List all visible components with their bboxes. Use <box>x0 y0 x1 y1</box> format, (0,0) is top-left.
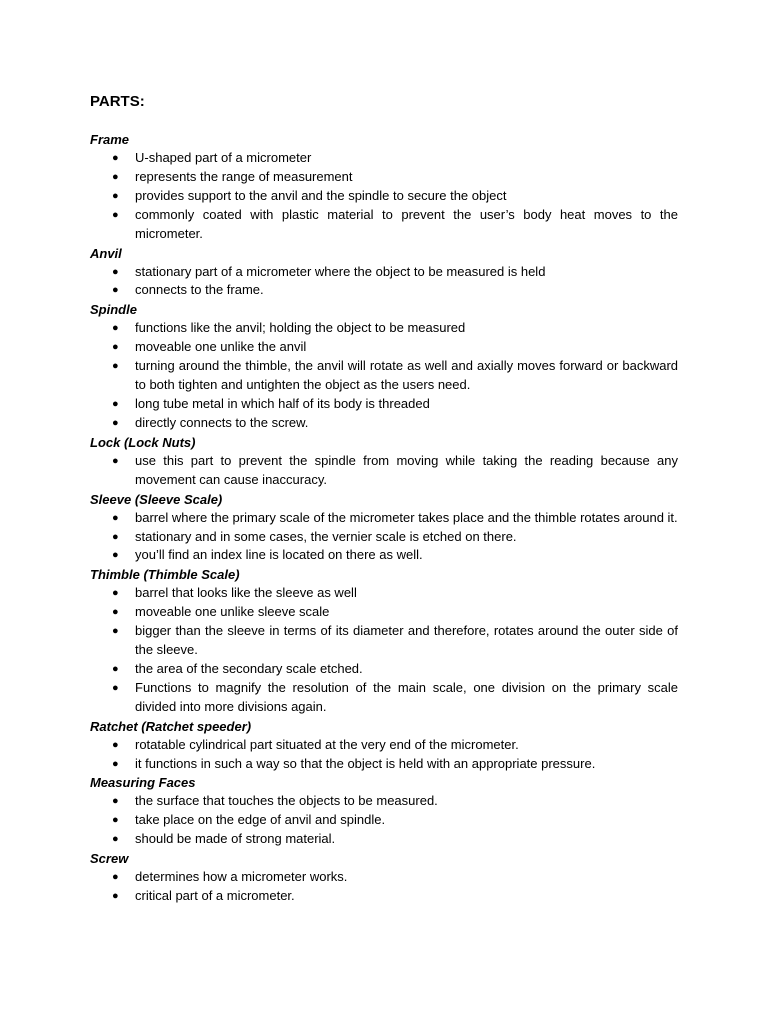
section-ratchet-ratchet-speeder <box>90 717 678 774</box>
list-item-text: moveable one unlike the anvil <box>135 339 307 355</box>
section-frame <box>90 130 678 244</box>
section-heading: Lock (Lock Nuts) <box>90 434 196 450</box>
list-item-text: represents the range of measurement <box>135 168 353 184</box>
list-item <box>90 395 678 414</box>
section-lock-lock-nuts <box>90 433 678 490</box>
section-heading: Anvil <box>90 245 122 261</box>
bullet-icon: ● <box>112 208 119 221</box>
bullet-icon: ● <box>112 170 119 183</box>
list-item-text: rotatable cylindrical part situated at the very end of the micrometer. <box>135 736 519 752</box>
list-item-text: determines how a micrometer works. <box>135 869 348 885</box>
bullet-icon: ● <box>112 341 119 354</box>
section-spindle <box>90 300 678 432</box>
list-item-text: stationary and in some cases, the vernier scale is etched on there. <box>135 528 517 544</box>
list-item <box>90 338 678 357</box>
list-item-text: critical part of a micrometer. <box>135 888 295 904</box>
list-item <box>90 622 678 660</box>
list-item <box>90 509 678 528</box>
bullet-icon: ● <box>112 833 119 846</box>
list-item <box>90 792 678 811</box>
list-item-text: it functions in such a way so that the object is held with an appropriate pressure. <box>135 755 596 771</box>
list-item <box>90 830 678 849</box>
section-heading: Thimble (Thimble Scale) <box>90 567 240 583</box>
section-heading: Screw <box>90 851 129 867</box>
bullet-list <box>90 584 678 716</box>
list-item-text: connects to the frame. <box>135 282 264 298</box>
bullet-icon: ● <box>112 738 119 751</box>
bullet-icon: ● <box>112 871 119 884</box>
bullet-list <box>90 452 678 490</box>
sections-container <box>90 130 678 906</box>
bullet-list <box>90 509 678 566</box>
bullet-icon: ● <box>112 416 119 429</box>
bullet-icon: ● <box>112 795 119 808</box>
section-heading: Frame <box>90 132 130 147</box>
bullet-list <box>90 263 678 301</box>
bullet-icon: ● <box>112 530 119 543</box>
section-heading: Measuring Faces <box>90 775 196 791</box>
bullet-list <box>90 149 678 244</box>
bullet-list <box>90 868 678 906</box>
section-thimble-thimble-scale <box>90 565 678 716</box>
list-item <box>90 149 678 168</box>
list-item <box>90 811 678 830</box>
section-measuring-faces <box>90 773 678 849</box>
bullet-icon: ● <box>112 606 119 619</box>
bullet-icon: ● <box>112 757 119 770</box>
list-item-text: functions like the anvil; holding the object to be measured <box>135 320 466 336</box>
bullet-icon: ● <box>112 265 119 278</box>
list-item-text: take place on the edge of anvil and spindle. <box>135 812 386 828</box>
bullet-icon: ● <box>112 152 119 164</box>
bullet-list <box>90 792 678 849</box>
list-item-text: barrel where the primary scale of the micrometer takes place and the thimble rotates around it. <box>135 509 678 525</box>
list-item-text: use this part to prevent the spindle from moving while taking the reading because any movement can cause inaccuracy. <box>135 452 678 487</box>
list-item-text: the surface that touches the objects to be measured. <box>135 793 438 809</box>
list-item <box>90 281 678 300</box>
list-item <box>90 452 678 490</box>
list-item <box>90 887 678 906</box>
list-item-text: the area of the secondary scale etched. <box>135 660 363 676</box>
section-heading: Spindle <box>90 302 137 318</box>
bullet-icon: ● <box>112 681 119 694</box>
list-item <box>90 187 678 206</box>
list-item <box>90 206 678 244</box>
list-item-text: commonly coated with plastic material to prevent the user’s body heat moves to the micrometer. <box>135 206 678 241</box>
list-item-text: long tube metal in which half of its body is threaded <box>135 395 430 411</box>
list-item <box>90 736 678 755</box>
list-item-text: Functions to magnify the resolution of the main scale, one division on the primary scale divided into more divisions again. <box>135 679 678 714</box>
section-sleeve-sleeve-scale <box>90 490 678 566</box>
bullet-icon: ● <box>112 625 119 638</box>
list-item <box>90 319 678 338</box>
bullet-icon: ● <box>112 662 119 675</box>
list-item <box>90 603 678 622</box>
list-item <box>90 660 678 679</box>
list-item-text: bigger than the sleeve in terms of its diameter and therefore, rotates around the outer side of the sleeve. <box>135 623 678 658</box>
list-item-text: you’ll find an index line is located on there as well. <box>135 547 423 563</box>
bullet-icon: ● <box>112 890 119 903</box>
list-item-text: should be made of strong material. <box>135 831 336 847</box>
list-item <box>90 528 678 547</box>
bullet-icon: ● <box>112 322 119 335</box>
list-item-text: provides support to the anvil and the spindle to secure the object <box>135 187 507 203</box>
list-item-text: U-shaped part of a micrometer <box>135 150 312 165</box>
list-item <box>90 546 678 565</box>
list-item-text: moveable one unlike sleeve scale <box>135 604 330 620</box>
list-item <box>90 357 678 395</box>
list-item-text: turning around the thimble, the anvil will rotate as well and axially moves forward or backward to both tighten and untighten the object as the users need. <box>135 358 678 393</box>
bullet-list <box>90 319 678 432</box>
list-item <box>90 679 678 717</box>
list-item <box>90 584 678 603</box>
section-heading: Ratchet (Ratchet speeder) <box>90 718 252 734</box>
bullet-icon: ● <box>112 511 119 524</box>
list-item-text: stationary part of a micrometer where the object to be measured is held <box>135 263 546 279</box>
section-heading: Sleeve (Sleeve Scale) <box>90 491 223 507</box>
list-item <box>90 868 678 887</box>
bullet-icon: ● <box>112 814 119 827</box>
list-item <box>90 414 678 433</box>
bullet-icon: ● <box>112 397 119 410</box>
bullet-icon: ● <box>112 549 119 562</box>
bullet-icon: ● <box>112 587 119 600</box>
bullet-icon: ● <box>112 189 119 202</box>
list-item <box>90 263 678 282</box>
list-item <box>90 755 678 774</box>
list-item-text: directly connects to the screw. <box>135 414 309 430</box>
bullet-list <box>90 736 678 774</box>
section-anvil <box>90 244 678 301</box>
bullet-icon: ● <box>112 360 119 373</box>
list-item-text: barrel that looks like the sleeve as well <box>135 585 357 601</box>
list-item <box>90 168 678 187</box>
section-screw <box>90 849 678 906</box>
bullet-icon: ● <box>112 454 119 467</box>
document-title: PARTS: <box>90 93 145 110</box>
bullet-icon: ● <box>112 284 119 297</box>
